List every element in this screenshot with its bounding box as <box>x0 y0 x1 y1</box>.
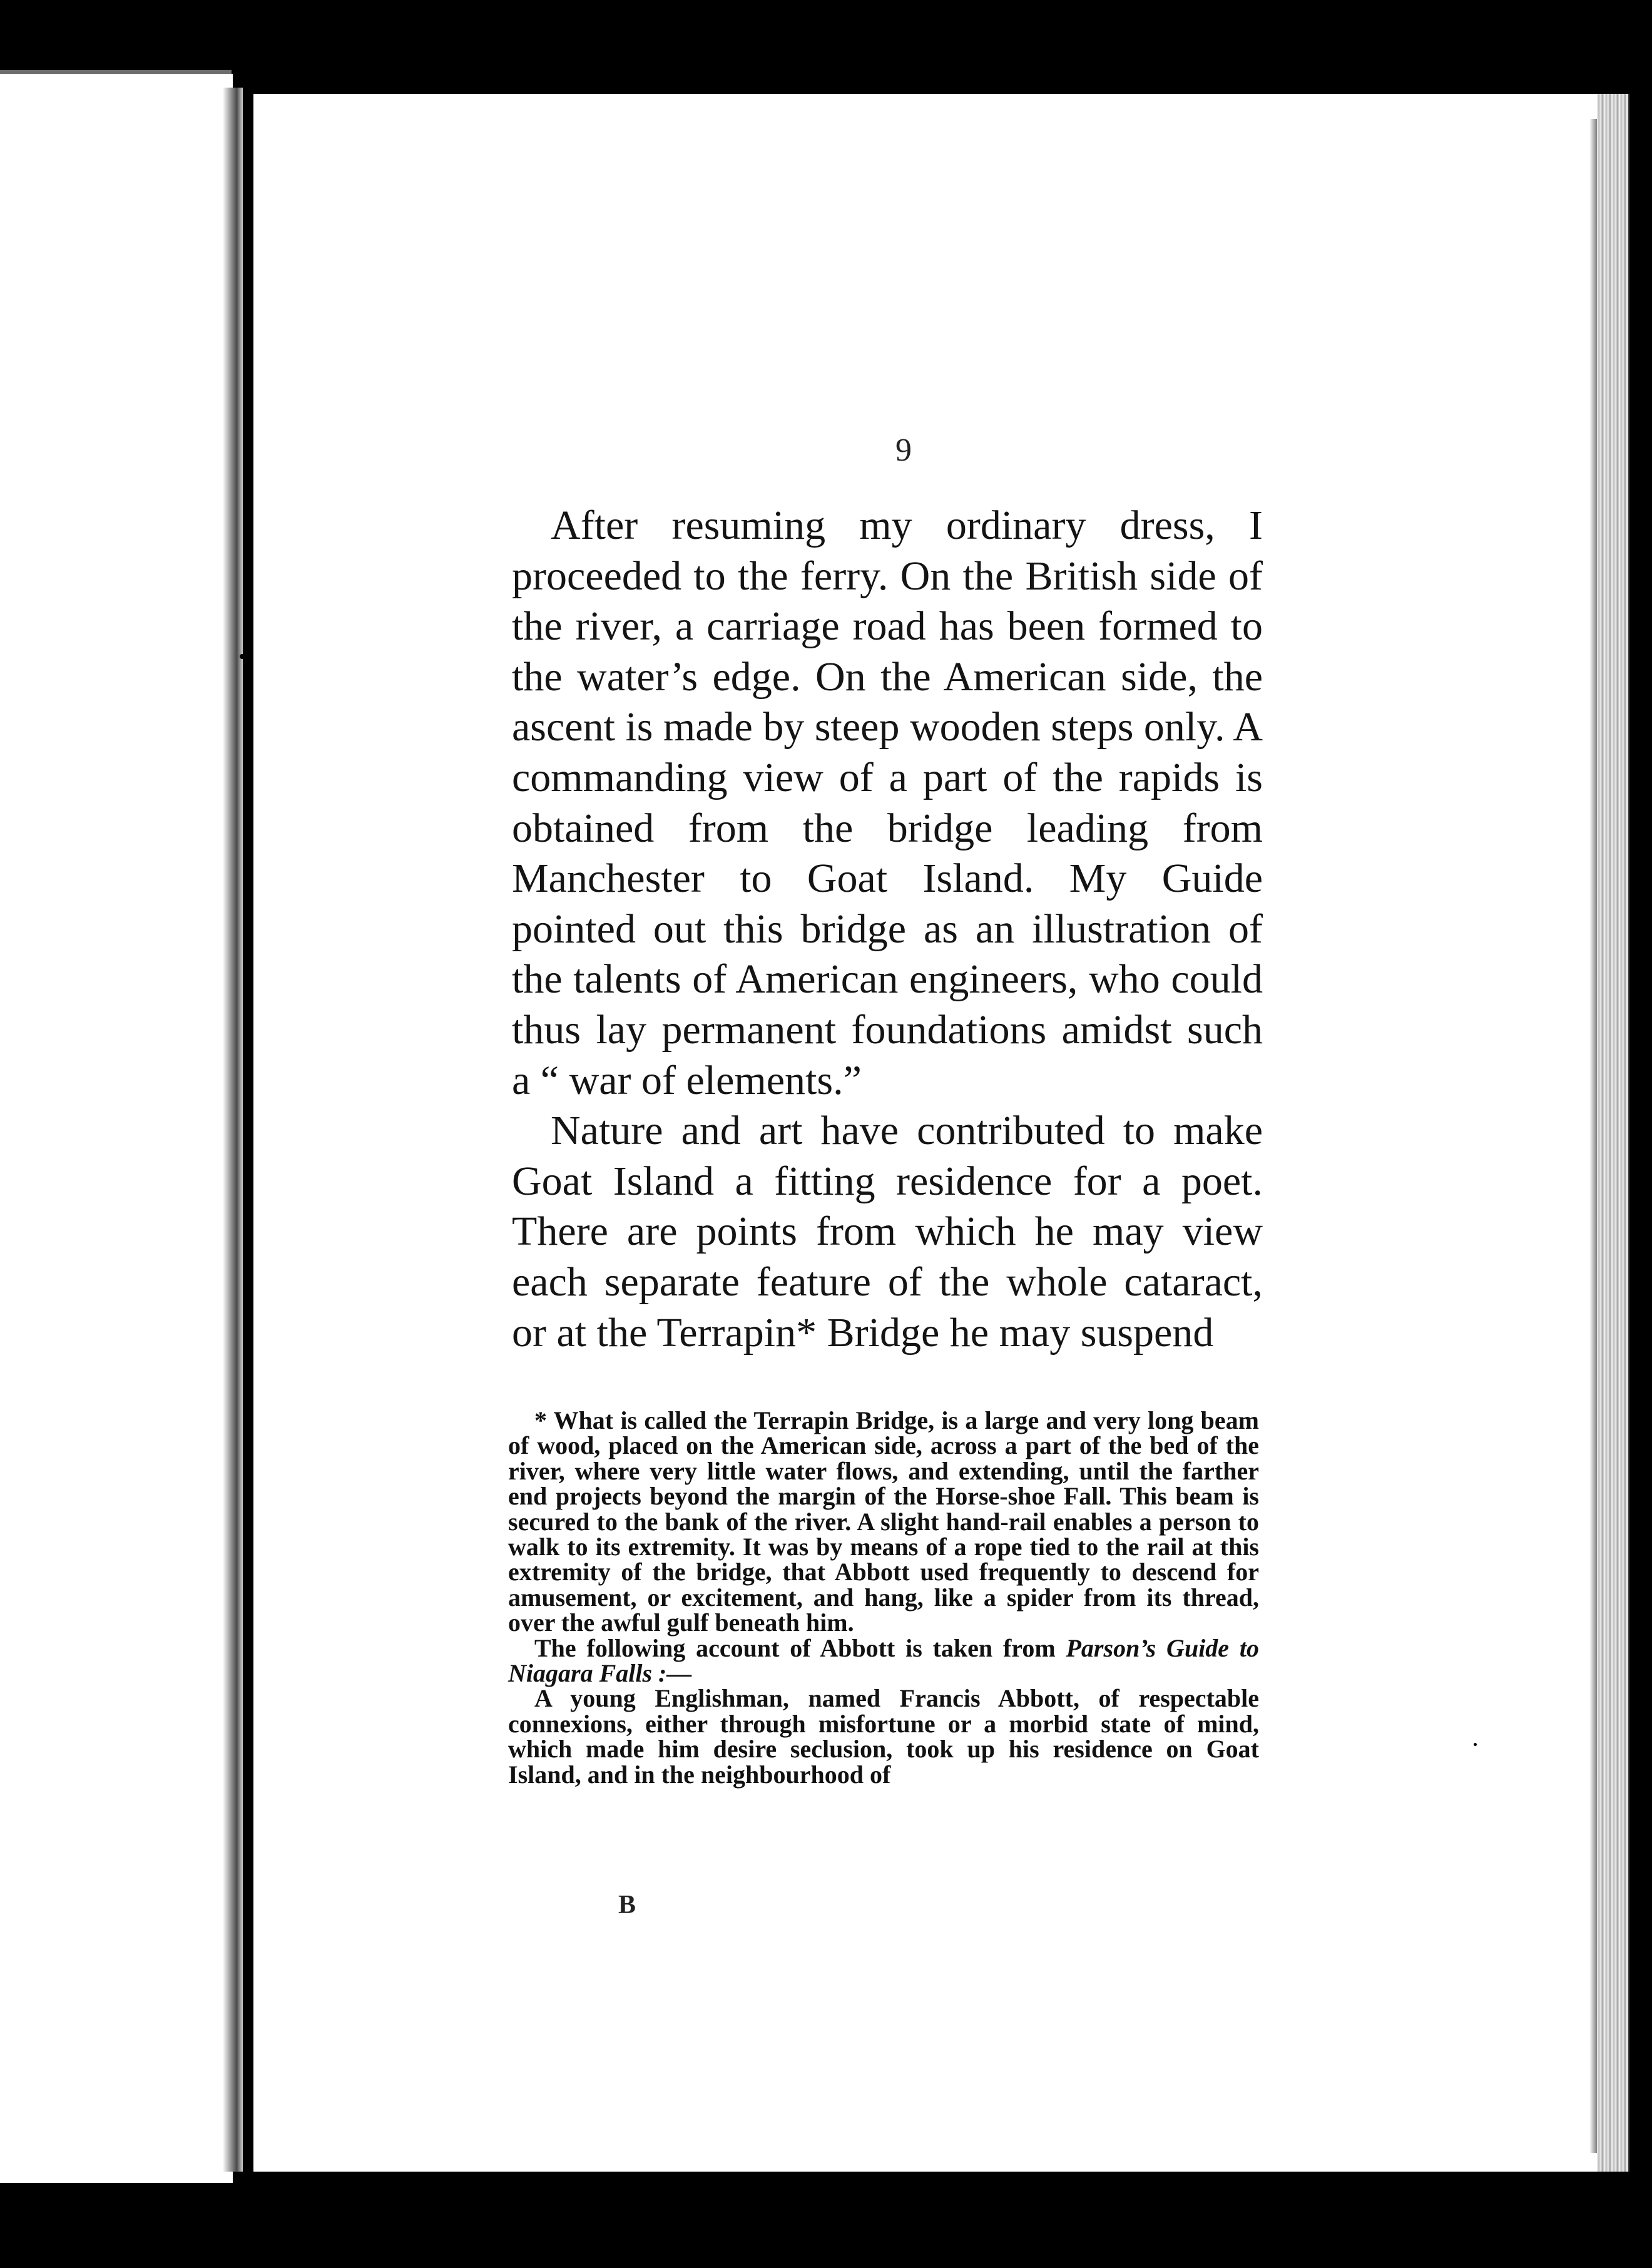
scan-speck <box>494 2190 501 2195</box>
footnote-source-title: Parson’s Guide to Niagara Falls :— <box>508 1633 1260 1688</box>
footnote <box>508 1408 1259 1787</box>
book-gutter-shadow <box>223 88 243 2172</box>
page-stack-edge <box>1597 94 1629 2172</box>
body-text <box>512 501 1263 1358</box>
footnote-paragraph-2 <box>508 1633 1260 1688</box>
left-page-leaf <box>0 74 233 2183</box>
footnote-source-intro: The following account of Abbott is taken from <box>534 1633 1066 1662</box>
footnote-paragraph-3: A young Englishman, named Francis Abbott, of respectable connexions, either through misfortune or a morbid state of mind, which made him desire seclusion, took up his residence on Goat Island, and in the neighbourhood of <box>508 1684 1259 1789</box>
signature-mark: B <box>618 1891 636 1919</box>
footnote-paragraph-1: * What is called the Terrapin Bridge, is a large and very long beam of wood, placed on the American side, across a part of the bed of the river, where very little water flows, and extending, until the farther end projects beyond the margin of the Horse-shoe Fall. This beam is secured to the bank of the river. A slight hand-rail enables a person to walk to its extremity. It was by means of a rope tied to the rail at this extremity of the bridge, that Abbott used frequently to descend for amusement, or excitement, and hang, like a spider from its thread, over the awful gulf beneath him. <box>508 1406 1259 1637</box>
page-number: 9 <box>895 432 912 468</box>
scan-speck <box>240 654 245 659</box>
body-paragraph-1: After resuming my ordinary dress, I proceeded to the ferry. On the British side of the river, a carriage road has been formed to the water’s edge. On the American side, the ascent is made by steep wooden steps only. A commanding view of a part of the rapids is obtained from the bridge leading from Manchester to Goat Island. My Guide pointed out this bridge as an illustration of the talents of American engineers, who could thus lay permanent foundations amidst such a “ war of elements.” <box>512 503 1263 1103</box>
scan-speck <box>1474 1743 1477 1746</box>
body-paragraph-2: Nature and art have contributed to make Goat Island a fitting residence for a poet. There are points from which he may view each separate feature of the whole cataract, or at the Terrapin* Bridge he may suspend <box>512 1108 1263 1356</box>
